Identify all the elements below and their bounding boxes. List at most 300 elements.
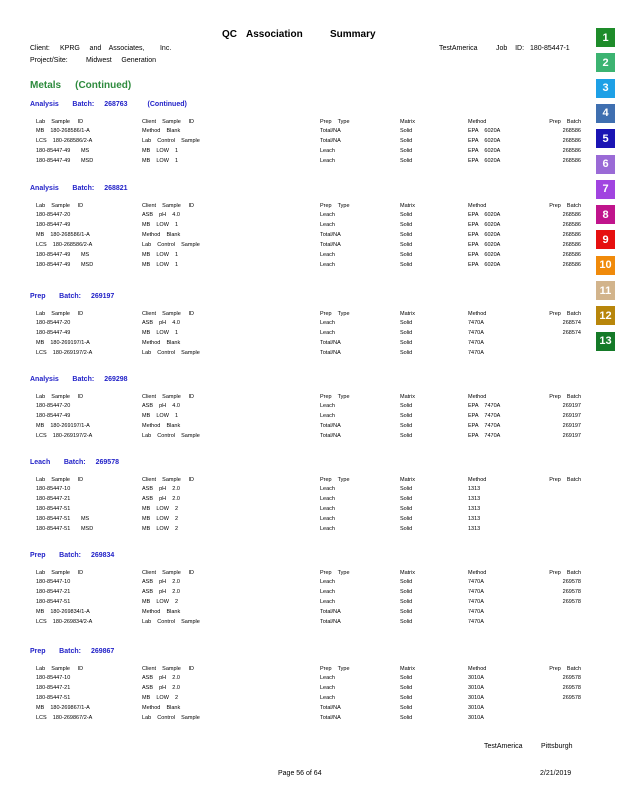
cell-client-sample-id: Method Blank xyxy=(142,340,181,346)
cell-method: 1313 xyxy=(468,506,481,512)
title-qc: QC xyxy=(222,29,237,40)
cell-prep-type: Total/NA xyxy=(320,715,341,721)
cell-prep-type: Total/NA xyxy=(320,619,341,625)
cell-client-sample-id: MB LOW 2 xyxy=(142,695,179,701)
section-subtitle: (Continued) xyxy=(75,80,132,91)
cell-matrix: Solid xyxy=(400,350,413,356)
section-tab-7[interactable]: 7 xyxy=(596,180,615,199)
column-header-matrix: Matrix xyxy=(400,394,415,400)
cell-client-sample-id: Method Blank xyxy=(142,128,181,134)
cell-prep-type: Leach xyxy=(320,212,335,218)
column-header-prep-batch: Prep Batch xyxy=(549,119,581,125)
table-row xyxy=(36,526,581,535)
column-header-prep-type: Prep Type xyxy=(320,570,350,576)
lab-name: TestAmerica xyxy=(439,45,478,52)
column-header-lab-sample-id: Lab Sample ID xyxy=(36,570,84,576)
cell-lab-sample-id: 180-85447-49 MS xyxy=(36,148,90,154)
cell-client-sample-id: ASB pH 2.0 xyxy=(142,685,180,691)
cell-client-sample-id: MB LOW 1 xyxy=(142,148,179,154)
cell-prep-batch: 268586 xyxy=(562,128,581,134)
cell-prep-type: Leach xyxy=(320,262,335,268)
cell-prep-type: Leach xyxy=(320,526,335,532)
cell-client-sample-id: ASB pH 2.0 xyxy=(142,486,180,492)
cell-method: 7470A xyxy=(468,340,484,346)
cell-prep-batch: 269197 xyxy=(562,403,581,409)
cell-lab-sample-id: LCS 180-268586/2-A xyxy=(36,242,93,248)
cell-prep-type: Leach xyxy=(320,158,335,164)
column-header-row xyxy=(36,203,581,212)
cell-lab-sample-id: MB 180-269197/1-A xyxy=(36,423,90,429)
cell-lab-sample-id: 180-85447-21 xyxy=(36,589,71,595)
project-value: Midwest Generation xyxy=(86,57,157,64)
cell-method: 1313 xyxy=(468,486,481,492)
cell-prep-type: Total/NA xyxy=(320,232,341,238)
batch-heading xyxy=(30,648,114,655)
cell-prep-batch: 269197 xyxy=(562,423,581,429)
cell-prep-type: Total/NA xyxy=(320,423,341,429)
cell-client-sample-id: Method Blank xyxy=(142,423,181,429)
cell-client-sample-id: MB LOW 2 xyxy=(142,599,179,605)
cell-matrix: Solid xyxy=(400,148,413,154)
cell-client-sample-id: ASB pH 4.0 xyxy=(142,212,180,218)
cell-method: 1313 xyxy=(468,496,481,502)
table-row xyxy=(36,599,581,608)
batch-number: 269867 xyxy=(90,648,115,655)
column-header-matrix: Matrix xyxy=(400,477,415,483)
cell-prep-batch: 268574 xyxy=(562,320,581,326)
cell-client-sample-id: Method Blank xyxy=(142,705,181,711)
cell-lab-sample-id: 180-85447-49 MSD xyxy=(36,262,94,268)
cell-lab-sample-id: 180-85447-10 xyxy=(36,579,71,585)
section-tab-3[interactable]: 3 xyxy=(596,79,615,98)
section-tab-9[interactable]: 9 xyxy=(596,230,615,249)
cell-lab-sample-id: 180-85447-51 MSD xyxy=(36,526,94,532)
footer-date: 2/21/2019 xyxy=(540,770,572,777)
section-tab-10[interactable]: 10 xyxy=(596,256,615,275)
cell-lab-sample-id: 180-85447-20 xyxy=(36,212,71,218)
cell-matrix: Solid xyxy=(400,423,413,429)
table-row xyxy=(36,496,581,505)
cell-lab-sample-id: 180-85447-51 xyxy=(36,506,71,512)
cell-prep-type: Total/NA xyxy=(320,128,341,134)
cell-client-sample-id: MB LOW 2 xyxy=(142,516,179,522)
cell-prep-type: Leach xyxy=(320,685,335,691)
column-header-prep-type: Prep Type xyxy=(320,477,350,483)
batch-heading xyxy=(30,101,187,108)
cell-lab-sample-id: 180-85447-51 MS xyxy=(36,516,90,522)
table-row xyxy=(36,252,581,261)
table-row xyxy=(36,232,581,241)
cell-lab-sample-id: 180-85447-49 MS xyxy=(36,252,90,258)
cell-method: EPA 7470A xyxy=(468,413,501,419)
batch-number: 268763 xyxy=(104,101,128,108)
cell-prep-batch: 268586 xyxy=(562,242,581,248)
cell-prep-batch: 268574 xyxy=(562,330,581,336)
cell-client-sample-id: Lab Control Sample xyxy=(142,138,200,144)
batch-label: Prep Batch: xyxy=(30,293,81,300)
cell-method: 3010A xyxy=(468,675,484,681)
column-header-prep-batch: Prep Batch xyxy=(549,311,581,317)
cell-method: EPA 6020A xyxy=(468,222,501,228)
column-header-prep-batch: Prep Batch xyxy=(549,203,581,209)
cell-matrix: Solid xyxy=(400,232,413,238)
cell-prep-batch: 269578 xyxy=(562,599,581,605)
cell-prep-type: Leach xyxy=(320,579,335,585)
table-row xyxy=(36,516,581,525)
cell-prep-type: Leach xyxy=(320,148,335,154)
cell-matrix: Solid xyxy=(400,330,413,336)
cell-matrix: Solid xyxy=(400,695,413,701)
column-header-lab-sample-id: Lab Sample ID xyxy=(36,311,84,317)
column-header-matrix: Matrix xyxy=(400,666,415,672)
cell-prep-type: Leach xyxy=(320,252,335,258)
cell-client-sample-id: ASB pH 2.0 xyxy=(142,579,180,585)
cell-method: 7470A xyxy=(468,589,484,595)
column-header-prep-batch: Prep Batch xyxy=(549,570,581,576)
column-header-lab-sample-id: Lab Sample ID xyxy=(36,203,84,209)
batch-number: 269298 xyxy=(104,376,128,383)
cell-method: EPA 6020A xyxy=(468,232,501,238)
cell-prep-batch: 268586 xyxy=(562,222,581,228)
job-id: 180-85447-1 xyxy=(530,45,570,52)
section-title-text: Metals xyxy=(30,80,62,91)
section-tab-12[interactable]: 12 xyxy=(596,306,615,325)
cell-matrix: Solid xyxy=(400,715,413,721)
cell-client-sample-id: Lab Control Sample xyxy=(142,242,200,248)
cell-method: EPA 6020A xyxy=(468,212,501,218)
cell-prep-batch: 269578 xyxy=(562,685,581,691)
cell-client-sample-id: MB LOW 1 xyxy=(142,413,179,419)
cell-prep-type: Leach xyxy=(320,496,335,502)
cell-prep-type: Total/NA xyxy=(320,340,341,346)
cell-matrix: Solid xyxy=(400,262,413,268)
table-row xyxy=(36,506,581,515)
cell-matrix: Solid xyxy=(400,403,413,409)
batch-number: 269834 xyxy=(90,552,115,559)
cell-matrix: Solid xyxy=(400,320,413,326)
column-header-method: Method xyxy=(468,119,487,125)
cell-lab-sample-id: 180-85447-49 MSD xyxy=(36,158,94,164)
cell-prep-batch: 269578 xyxy=(562,579,581,585)
cell-matrix: Solid xyxy=(400,138,413,144)
column-header-client-sample-id: Client Sample ID xyxy=(142,119,194,125)
column-header-client-sample-id: Client Sample ID xyxy=(142,570,194,576)
column-header-row xyxy=(36,666,581,675)
cell-lab-sample-id: MB 180-269834/1-A xyxy=(36,609,90,615)
column-header-matrix: Matrix xyxy=(400,311,415,317)
cell-prep-type: Leach xyxy=(320,695,335,701)
cell-matrix: Solid xyxy=(400,516,413,522)
cell-prep-type: Leach xyxy=(320,222,335,228)
cell-method: 7470A xyxy=(468,619,484,625)
cell-method: 3010A xyxy=(468,685,484,691)
batch-number: 269578 xyxy=(95,459,119,466)
cell-matrix: Solid xyxy=(400,675,413,681)
batch-label: Prep Batch: xyxy=(30,648,81,655)
cell-prep-type: Leach xyxy=(320,506,335,512)
cell-method: 1313 xyxy=(468,516,481,522)
column-header-method: Method xyxy=(468,666,487,672)
cell-lab-sample-id: LCS 180-268586/2-A xyxy=(36,138,93,144)
cell-prep-type: Leach xyxy=(320,330,335,336)
cell-prep-type: Leach xyxy=(320,403,335,409)
batch-heading xyxy=(30,459,119,466)
column-header-method: Method xyxy=(468,311,487,317)
cell-method: 7470A xyxy=(468,320,484,326)
table-row xyxy=(36,486,581,495)
table-row xyxy=(36,695,581,704)
cell-lab-sample-id: 180-85447-21 xyxy=(36,496,71,502)
table-row xyxy=(36,222,581,231)
cell-matrix: Solid xyxy=(400,619,413,625)
cell-matrix: Solid xyxy=(400,526,413,532)
cell-lab-sample-id: LCS 180-269867/2-A xyxy=(36,715,93,721)
cell-method: EPA 6020A xyxy=(468,138,501,144)
cell-lab-sample-id: 180-85447-20 xyxy=(36,320,71,326)
cell-prep-batch: 268586 xyxy=(562,158,581,164)
section-tab-2[interactable]: 2 xyxy=(596,53,615,72)
cell-method: EPA 6020A xyxy=(468,158,501,164)
table-row xyxy=(36,128,581,137)
cell-prep-type: Leach xyxy=(320,320,335,326)
batch-heading xyxy=(30,185,128,192)
column-header-prep-batch: Prep Batch xyxy=(549,394,581,400)
title-summary: Summary xyxy=(330,29,376,40)
client-label: Client: xyxy=(30,45,50,52)
column-header-row xyxy=(36,394,581,403)
section-tab-5[interactable]: 5 xyxy=(596,129,615,148)
cell-client-sample-id: ASB pH 2.0 xyxy=(142,589,180,595)
project-label: Project/Site: xyxy=(30,57,68,64)
column-header-prep-batch: Prep Batch xyxy=(549,666,581,672)
table-row xyxy=(36,609,581,618)
table-row xyxy=(36,433,581,442)
cell-client-sample-id: ASB pH 2.0 xyxy=(142,675,180,681)
table-row xyxy=(36,423,581,432)
table-row xyxy=(36,212,581,221)
cell-method: 3010A xyxy=(468,715,484,721)
cell-method: EPA 7470A xyxy=(468,403,501,409)
cell-method: 7470A xyxy=(468,330,484,336)
table-row xyxy=(36,403,581,412)
cell-prep-batch: 269197 xyxy=(562,433,581,439)
column-header-prep-type: Prep Type xyxy=(320,666,350,672)
cell-lab-sample-id: MB 180-268586/1-A xyxy=(36,128,90,134)
section-tab-6[interactable]: 6 xyxy=(596,155,615,174)
table-row xyxy=(36,579,581,588)
column-header-matrix: Matrix xyxy=(400,570,415,576)
cell-prep-type: Leach xyxy=(320,675,335,681)
cell-method: EPA 6020A xyxy=(468,262,501,268)
batch-number: 269197 xyxy=(90,293,115,300)
cell-lab-sample-id: 180-85447-20 xyxy=(36,403,71,409)
table-row xyxy=(36,262,581,271)
cell-matrix: Solid xyxy=(400,486,413,492)
cell-lab-sample-id: MB 180-269197/1-A xyxy=(36,340,90,346)
column-header-method: Method xyxy=(468,203,487,209)
cell-method: 3010A xyxy=(468,705,484,711)
cell-lab-sample-id: LCS 180-269834/2-A xyxy=(36,619,93,625)
cell-client-sample-id: Lab Control Sample xyxy=(142,715,200,721)
column-header-method: Method xyxy=(468,570,487,576)
cell-lab-sample-id: LCS 180-269197/2-A xyxy=(36,350,93,356)
section-tab-13[interactable]: 13 xyxy=(596,332,615,351)
cell-method: EPA 7470A xyxy=(468,433,501,439)
column-header-lab-sample-id: Lab Sample ID xyxy=(36,477,84,483)
table-row xyxy=(36,589,581,598)
section-title xyxy=(30,80,131,91)
page-number: Page 56 of 64 xyxy=(278,770,322,777)
cell-matrix: Solid xyxy=(400,609,413,615)
cell-prep-type: Leach xyxy=(320,413,335,419)
cell-prep-type: Total/NA xyxy=(320,242,341,248)
footer-company: TestAmerica xyxy=(484,743,523,750)
table-row xyxy=(36,158,581,167)
cell-client-sample-id: MB LOW 1 xyxy=(142,222,179,228)
cell-matrix: Solid xyxy=(400,589,413,595)
cell-method: 1313 xyxy=(468,526,481,532)
cell-method: EPA 6020A xyxy=(468,242,501,248)
cell-lab-sample-id: MB 180-269867/1-A xyxy=(36,705,90,711)
column-header-method: Method xyxy=(468,477,487,483)
column-header-client-sample-id: Client Sample ID xyxy=(142,477,194,483)
cell-client-sample-id: MB LOW 1 xyxy=(142,330,179,336)
cell-lab-sample-id: 180-85447-10 xyxy=(36,486,71,492)
cell-matrix: Solid xyxy=(400,212,413,218)
cell-matrix: Solid xyxy=(400,496,413,502)
cell-client-sample-id: MB LOW 2 xyxy=(142,526,179,532)
cell-lab-sample-id: 180-85447-49 xyxy=(36,330,71,336)
table-row xyxy=(36,705,581,714)
batch-number: 268821 xyxy=(104,185,128,192)
cell-method: 7470A xyxy=(468,609,484,615)
cell-lab-sample-id: LCS 180-269197/2-A xyxy=(36,433,93,439)
batch-heading xyxy=(30,376,128,383)
column-header-prep-type: Prep Type xyxy=(320,203,350,209)
cell-matrix: Solid xyxy=(400,252,413,258)
cell-client-sample-id: Lab Control Sample xyxy=(142,350,200,356)
job-label: Job ID: xyxy=(496,45,525,52)
cell-lab-sample-id: 180-85447-51 xyxy=(36,695,71,701)
table-row xyxy=(36,242,581,251)
column-header-matrix: Matrix xyxy=(400,119,415,125)
cell-method: EPA 6020A xyxy=(468,148,501,154)
column-header-row xyxy=(36,477,581,486)
cell-matrix: Solid xyxy=(400,242,413,248)
section-tab-11[interactable]: 11 xyxy=(596,281,615,300)
cell-client-sample-id: ASB pH 4.0 xyxy=(142,320,180,326)
cell-prep-batch: 268586 xyxy=(562,138,581,144)
cell-lab-sample-id: 180-85447-49 xyxy=(36,413,71,419)
cell-client-sample-id: ASB pH 2.0 xyxy=(142,496,180,502)
cell-method: EPA 6020A xyxy=(468,252,501,258)
column-header-prep-type: Prep Type xyxy=(320,119,350,125)
column-header-lab-sample-id: Lab Sample ID xyxy=(36,666,84,672)
column-header-client-sample-id: Client Sample ID xyxy=(142,311,194,317)
batch-label: Leach Batch: xyxy=(30,459,86,466)
cell-prep-type: Leach xyxy=(320,516,335,522)
cell-matrix: Solid xyxy=(400,222,413,228)
cell-prep-type: Total/NA xyxy=(320,609,341,615)
table-row xyxy=(36,413,581,422)
column-header-method: Method xyxy=(468,394,487,400)
column-header-row xyxy=(36,570,581,579)
batch-continued: (Continued) xyxy=(147,101,187,108)
column-header-client-sample-id: Client Sample ID xyxy=(142,666,194,672)
cell-lab-sample-id: MB 180-268586/1-A xyxy=(36,232,90,238)
cell-matrix: Solid xyxy=(400,705,413,711)
section-tab-1[interactable]: 1 xyxy=(596,28,615,47)
cell-prep-type: Leach xyxy=(320,599,335,605)
batch-label: Prep Batch: xyxy=(30,552,81,559)
batch-heading xyxy=(30,293,114,300)
cell-matrix: Solid xyxy=(400,599,413,605)
cell-client-sample-id: ASB pH 4.0 xyxy=(142,403,180,409)
column-header-lab-sample-id: Lab Sample ID xyxy=(36,119,84,125)
batch-label: Analysis Batch: xyxy=(30,101,95,108)
column-header-row xyxy=(36,119,581,128)
title-association: Association xyxy=(246,29,303,40)
column-header-client-sample-id: Client Sample ID xyxy=(142,394,194,400)
cell-matrix: Solid xyxy=(400,433,413,439)
section-tab-8[interactable]: 8 xyxy=(596,205,615,224)
cell-prep-batch: 268586 xyxy=(562,212,581,218)
cell-prep-batch: 268586 xyxy=(562,232,581,238)
cell-prep-type: Total/NA xyxy=(320,350,341,356)
cell-client-sample-id: Method Blank xyxy=(142,609,181,615)
cell-prep-type: Total/NA xyxy=(320,138,341,144)
cell-prep-batch: 269578 xyxy=(562,589,581,595)
cell-client-sample-id: MB LOW 1 xyxy=(142,252,179,258)
table-row xyxy=(36,715,581,724)
column-header-matrix: Matrix xyxy=(400,203,415,209)
cell-method: EPA 6020A xyxy=(468,128,501,134)
cell-method: 3010A xyxy=(468,695,484,701)
cell-matrix: Solid xyxy=(400,158,413,164)
cell-matrix: Solid xyxy=(400,506,413,512)
table-row xyxy=(36,675,581,684)
cell-lab-sample-id: 180-85447-51 xyxy=(36,599,71,605)
client-value: KPRG and Associates, Inc. xyxy=(60,45,172,52)
table-row xyxy=(36,350,581,359)
table-row xyxy=(36,138,581,147)
table-row xyxy=(36,685,581,694)
cell-matrix: Solid xyxy=(400,579,413,585)
cell-prep-type: Total/NA xyxy=(320,705,341,711)
cell-client-sample-id: MB LOW 1 xyxy=(142,262,179,268)
cell-prep-batch: 268586 xyxy=(562,148,581,154)
cell-client-sample-id: MB LOW 2 xyxy=(142,506,179,512)
cell-method: EPA 7470A xyxy=(468,423,501,429)
column-header-row xyxy=(36,311,581,320)
cell-matrix: Solid xyxy=(400,340,413,346)
section-tab-4[interactable]: 4 xyxy=(596,104,615,123)
footer-city: Pittsburgh xyxy=(541,743,573,750)
cell-prep-batch: 269578 xyxy=(562,675,581,681)
cell-method: 7470A xyxy=(468,599,484,605)
table-row xyxy=(36,320,581,329)
cell-method: 7470A xyxy=(468,350,484,356)
cell-prep-type: Leach xyxy=(320,589,335,595)
cell-matrix: Solid xyxy=(400,413,413,419)
cell-prep-batch: 269197 xyxy=(562,413,581,419)
cell-lab-sample-id: 180-85447-49 xyxy=(36,222,71,228)
table-row xyxy=(36,330,581,339)
cell-matrix: Solid xyxy=(400,685,413,691)
cell-matrix: Solid xyxy=(400,128,413,134)
batch-heading xyxy=(30,552,114,559)
table-row xyxy=(36,619,581,628)
